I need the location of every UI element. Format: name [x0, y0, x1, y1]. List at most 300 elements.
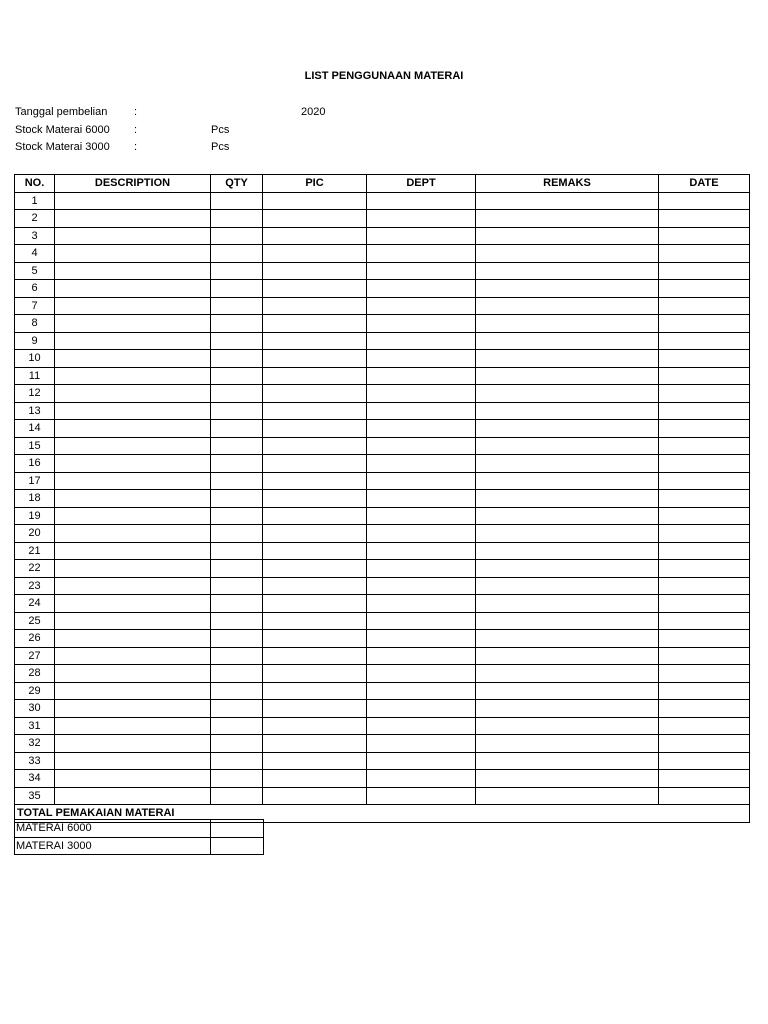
remaks-cell[interactable] — [476, 525, 659, 543]
materai-6000-label: MATERAI 6000 — [15, 820, 211, 838]
date-cell[interactable] — [659, 297, 750, 315]
row-number: 14 — [15, 420, 55, 438]
date-cell[interactable] — [659, 350, 750, 368]
remaks-cell[interactable] — [476, 332, 659, 350]
pic-cell[interactable] — [263, 455, 367, 473]
pic-cell[interactable] — [263, 560, 367, 578]
pic-cell[interactable] — [263, 490, 367, 508]
remaks-cell[interactable] — [476, 630, 659, 648]
date-cell[interactable] — [659, 455, 750, 473]
row-number: 7 — [15, 297, 55, 315]
qty-cell[interactable] — [211, 665, 263, 683]
description-cell[interactable] — [55, 437, 211, 455]
description-cell[interactable] — [55, 560, 211, 578]
description-cell[interactable] — [55, 647, 211, 665]
row-number: 19 — [15, 507, 55, 525]
table-body — [15, 192, 750, 805]
qty-cell[interactable] — [211, 192, 263, 210]
tanggal-pembelian-year: 2020 — [301, 106, 326, 118]
pic-cell[interactable] — [263, 192, 367, 210]
qty-cell[interactable] — [211, 315, 263, 333]
date-cell[interactable] — [659, 647, 750, 665]
pic-cell[interactable] — [263, 280, 367, 298]
description-cell[interactable] — [55, 542, 211, 560]
remaks-cell[interactable] — [476, 507, 659, 525]
qty-cell[interactable] — [211, 700, 263, 718]
remaks-cell[interactable] — [476, 262, 659, 280]
qty-cell[interactable] — [211, 612, 263, 630]
qty-cell[interactable] — [211, 717, 263, 735]
dept-cell[interactable] — [367, 787, 476, 805]
row-number: 35 — [15, 787, 55, 805]
header-pic: PIC — [263, 175, 367, 193]
description-cell[interactable] — [55, 315, 211, 333]
remaks-cell[interactable] — [476, 192, 659, 210]
date-cell[interactable] — [659, 280, 750, 298]
row-number: 6 — [15, 280, 55, 298]
qty-cell[interactable] — [211, 262, 263, 280]
row-number: 27 — [15, 647, 55, 665]
header-description: DESCRIPTION — [55, 175, 211, 193]
date-cell[interactable] — [659, 245, 750, 263]
table-row — [15, 630, 750, 648]
date-cell[interactable] — [659, 402, 750, 420]
table-row — [15, 525, 750, 543]
materai-6000-value-cell[interactable] — [211, 820, 264, 838]
row-number: 28 — [15, 665, 55, 683]
qty-cell[interactable] — [211, 630, 263, 648]
header-no: NO. — [15, 175, 55, 193]
qty-cell[interactable] — [211, 455, 263, 473]
table-row — [15, 682, 750, 700]
dept-cell[interactable] — [367, 210, 476, 228]
table-row — [15, 262, 750, 280]
table-row — [15, 665, 750, 683]
row-number: 33 — [15, 752, 55, 770]
dept-cell[interactable] — [367, 507, 476, 525]
pic-cell[interactable] — [263, 420, 367, 438]
remaks-cell[interactable] — [476, 735, 659, 753]
row-number: 13 — [15, 402, 55, 420]
row-number: 21 — [15, 542, 55, 560]
dept-cell[interactable] — [367, 752, 476, 770]
table-row — [15, 385, 750, 403]
table-row — [15, 420, 750, 438]
pic-cell[interactable] — [263, 227, 367, 245]
remaks-cell[interactable] — [476, 490, 659, 508]
remaks-cell[interactable] — [476, 227, 659, 245]
dept-cell[interactable] — [367, 437, 476, 455]
description-cell[interactable] — [55, 490, 211, 508]
dept-cell[interactable] — [367, 717, 476, 735]
qty-cell[interactable] — [211, 297, 263, 315]
dept-cell[interactable] — [367, 472, 476, 490]
date-cell[interactable] — [659, 700, 750, 718]
stock-3000-unit: Pcs — [211, 141, 230, 153]
description-cell[interactable] — [55, 507, 211, 525]
pic-cell[interactable] — [263, 402, 367, 420]
remaks-cell[interactable] — [476, 787, 659, 805]
date-cell[interactable] — [659, 595, 750, 613]
dept-cell[interactable] — [367, 682, 476, 700]
table-row — [15, 647, 750, 665]
row-number: 31 — [15, 717, 55, 735]
remaks-cell[interactable] — [476, 647, 659, 665]
total-label: TOTAL PEMAKAIAN MATERAI — [15, 805, 750, 823]
date-cell[interactable] — [659, 210, 750, 228]
dept-cell[interactable] — [367, 612, 476, 630]
dept-cell[interactable] — [367, 455, 476, 473]
qty-cell[interactable] — [211, 735, 263, 753]
description-cell[interactable] — [55, 402, 211, 420]
table-row — [15, 700, 750, 718]
description-cell[interactable] — [55, 717, 211, 735]
dept-cell[interactable] — [367, 525, 476, 543]
pic-cell[interactable] — [263, 297, 367, 315]
remaks-cell[interactable] — [476, 577, 659, 595]
pic-cell[interactable] — [263, 647, 367, 665]
qty-cell[interactable] — [211, 332, 263, 350]
remaks-cell[interactable] — [476, 385, 659, 403]
qty-cell[interactable] — [211, 682, 263, 700]
pic-cell[interactable] — [263, 210, 367, 228]
pic-cell[interactable] — [263, 752, 367, 770]
qty-cell[interactable] — [211, 577, 263, 595]
table-row — [15, 490, 750, 508]
row-number: 15 — [15, 437, 55, 455]
description-cell[interactable] — [55, 682, 211, 700]
qty-cell[interactable] — [211, 787, 263, 805]
description-cell[interactable] — [55, 385, 211, 403]
date-cell[interactable] — [659, 682, 750, 700]
pic-cell[interactable] — [263, 262, 367, 280]
dept-cell[interactable] — [367, 735, 476, 753]
date-cell[interactable] — [659, 665, 750, 683]
dept-cell[interactable] — [367, 402, 476, 420]
qty-cell[interactable] — [211, 210, 263, 228]
date-cell[interactable] — [659, 385, 750, 403]
stock-6000-unit: Pcs — [211, 124, 230, 136]
summary-row-materai-3000 — [15, 837, 264, 855]
dept-cell[interactable] — [367, 262, 476, 280]
table-row — [15, 455, 750, 473]
remaks-cell[interactable] — [476, 472, 659, 490]
pic-cell[interactable] — [263, 700, 367, 718]
table-row — [15, 280, 750, 298]
stock-3000-label: Stock Materai 3000 — [15, 141, 110, 153]
description-cell[interactable] — [55, 455, 211, 473]
qty-cell[interactable] — [211, 437, 263, 455]
dept-cell[interactable] — [367, 665, 476, 683]
table-row — [15, 367, 750, 385]
description-cell[interactable] — [55, 752, 211, 770]
table-row — [15, 577, 750, 595]
description-cell[interactable] — [55, 210, 211, 228]
remaks-cell[interactable] — [476, 770, 659, 788]
header-remaks: REMAKS — [476, 175, 659, 193]
row-number: 3 — [15, 227, 55, 245]
remaks-cell[interactable] — [476, 560, 659, 578]
dept-cell[interactable] — [367, 350, 476, 368]
description-cell[interactable] — [55, 297, 211, 315]
pic-cell[interactable] — [263, 472, 367, 490]
dept-cell[interactable] — [367, 700, 476, 718]
table-row — [15, 210, 750, 228]
date-cell[interactable] — [659, 420, 750, 438]
qty-cell[interactable] — [211, 752, 263, 770]
pic-cell[interactable] — [263, 577, 367, 595]
description-cell[interactable] — [55, 612, 211, 630]
row-number: 8 — [15, 315, 55, 333]
dept-cell[interactable] — [367, 577, 476, 595]
date-cell[interactable] — [659, 560, 750, 578]
date-cell[interactable] — [659, 612, 750, 630]
date-cell[interactable] — [659, 315, 750, 333]
date-cell[interactable] — [659, 490, 750, 508]
row-number: 23 — [15, 577, 55, 595]
qty-cell[interactable] — [211, 490, 263, 508]
date-cell[interactable] — [659, 472, 750, 490]
header-date: DATE — [659, 175, 750, 193]
description-cell[interactable] — [55, 735, 211, 753]
stock-3000-colon: : — [134, 141, 138, 153]
table-row — [15, 227, 750, 245]
dept-cell[interactable] — [367, 630, 476, 648]
table-row — [15, 192, 750, 210]
dept-cell[interactable] — [367, 297, 476, 315]
description-cell[interactable] — [55, 350, 211, 368]
row-number: 4 — [15, 245, 55, 263]
table-row — [15, 472, 750, 490]
remaks-cell[interactable] — [476, 350, 659, 368]
date-cell[interactable] — [659, 787, 750, 805]
pic-cell[interactable] — [263, 770, 367, 788]
dept-cell[interactable] — [367, 542, 476, 560]
description-cell[interactable] — [55, 525, 211, 543]
table-row — [15, 595, 750, 613]
table-row — [15, 542, 750, 560]
dept-cell[interactable] — [367, 647, 476, 665]
qty-cell[interactable] — [211, 507, 263, 525]
description-cell[interactable] — [55, 472, 211, 490]
row-number: 17 — [15, 472, 55, 490]
dept-cell[interactable] — [367, 315, 476, 333]
table-row — [15, 402, 750, 420]
remaks-cell[interactable] — [476, 700, 659, 718]
pic-cell[interactable] — [263, 507, 367, 525]
description-cell[interactable] — [55, 367, 211, 385]
remaks-cell[interactable] — [476, 280, 659, 298]
description-cell[interactable] — [55, 245, 211, 263]
table-row — [15, 507, 750, 525]
description-cell[interactable] — [55, 280, 211, 298]
date-cell[interactable] — [659, 770, 750, 788]
row-number: 34 — [15, 770, 55, 788]
qty-cell[interactable] — [211, 770, 263, 788]
description-cell[interactable] — [55, 700, 211, 718]
date-cell[interactable] — [659, 227, 750, 245]
dept-cell[interactable] — [367, 227, 476, 245]
row-number: 12 — [15, 385, 55, 403]
pic-cell[interactable] — [263, 735, 367, 753]
row-number: 2 — [15, 210, 55, 228]
qty-cell[interactable] — [211, 245, 263, 263]
pic-cell[interactable] — [263, 525, 367, 543]
dept-cell[interactable] — [367, 385, 476, 403]
dept-cell[interactable] — [367, 192, 476, 210]
pic-cell[interactable] — [263, 612, 367, 630]
pic-cell[interactable] — [263, 315, 367, 333]
remaks-cell[interactable] — [476, 455, 659, 473]
pic-cell[interactable] — [263, 665, 367, 683]
qty-cell[interactable] — [211, 280, 263, 298]
materai-3000-value-cell[interactable] — [211, 837, 264, 855]
dept-cell[interactable] — [367, 332, 476, 350]
dept-cell[interactable] — [367, 595, 476, 613]
dept-cell[interactable] — [367, 770, 476, 788]
pic-cell[interactable] — [263, 332, 367, 350]
qty-cell[interactable] — [211, 227, 263, 245]
qty-cell[interactable] — [211, 402, 263, 420]
materai-3000-label: MATERAI 3000 — [15, 837, 211, 855]
pic-cell[interactable] — [263, 595, 367, 613]
remaks-cell[interactable] — [476, 402, 659, 420]
description-cell[interactable] — [55, 787, 211, 805]
qty-cell[interactable] — [211, 595, 263, 613]
qty-cell[interactable] — [211, 525, 263, 543]
table-row — [15, 735, 750, 753]
page-title: LIST PENGGUNAAN MATERAI — [304, 70, 464, 82]
table-row — [15, 297, 750, 315]
table-header-row — [15, 175, 750, 193]
date-cell[interactable] — [659, 437, 750, 455]
stock-6000-colon: : — [134, 124, 138, 136]
row-number: 1 — [15, 192, 55, 210]
header-dept: DEPT — [367, 175, 476, 193]
date-cell[interactable] — [659, 717, 750, 735]
row-number: 9 — [15, 332, 55, 350]
description-cell[interactable] — [55, 192, 211, 210]
description-cell[interactable] — [55, 595, 211, 613]
table-row — [15, 612, 750, 630]
qty-cell[interactable] — [211, 542, 263, 560]
remaks-cell[interactable] — [476, 542, 659, 560]
stock-6000-label: Stock Materai 6000 — [15, 124, 110, 136]
remaks-cell[interactable] — [476, 367, 659, 385]
remaks-cell[interactable] — [476, 437, 659, 455]
qty-cell[interactable] — [211, 560, 263, 578]
row-number: 16 — [15, 455, 55, 473]
row-number: 25 — [15, 612, 55, 630]
date-cell[interactable] — [659, 262, 750, 280]
table-row — [15, 437, 750, 455]
remaks-cell[interactable] — [476, 245, 659, 263]
row-number: 32 — [15, 735, 55, 753]
remaks-cell[interactable] — [476, 595, 659, 613]
dept-cell[interactable] — [367, 280, 476, 298]
row-number: 24 — [15, 595, 55, 613]
pic-cell[interactable] — [263, 630, 367, 648]
description-cell[interactable] — [55, 770, 211, 788]
description-cell[interactable] — [55, 665, 211, 683]
date-cell[interactable] — [659, 542, 750, 560]
remaks-cell[interactable] — [476, 717, 659, 735]
row-number: 26 — [15, 630, 55, 648]
tanggal-pembelian-colon: : — [134, 106, 138, 118]
qty-cell[interactable] — [211, 647, 263, 665]
pic-cell[interactable] — [263, 367, 367, 385]
qty-cell[interactable] — [211, 420, 263, 438]
dept-cell[interactable] — [367, 490, 476, 508]
remaks-cell[interactable] — [476, 420, 659, 438]
row-number: 18 — [15, 490, 55, 508]
table-row — [15, 315, 750, 333]
description-cell[interactable] — [55, 630, 211, 648]
pic-cell[interactable] — [263, 245, 367, 263]
remaks-cell[interactable] — [476, 752, 659, 770]
qty-cell[interactable] — [211, 385, 263, 403]
pic-cell[interactable] — [263, 682, 367, 700]
pic-cell[interactable] — [263, 385, 367, 403]
description-cell[interactable] — [55, 227, 211, 245]
date-cell[interactable] — [659, 752, 750, 770]
description-cell[interactable] — [55, 577, 211, 595]
qty-cell[interactable] — [211, 350, 263, 368]
description-cell[interactable] — [55, 420, 211, 438]
date-cell[interactable] — [659, 192, 750, 210]
pic-cell[interactable] — [263, 717, 367, 735]
date-cell[interactable] — [659, 507, 750, 525]
row-number: 11 — [15, 367, 55, 385]
usage-table — [14, 174, 750, 823]
date-cell[interactable] — [659, 332, 750, 350]
date-cell[interactable] — [659, 735, 750, 753]
remaks-cell[interactable] — [476, 665, 659, 683]
qty-cell[interactable] — [211, 367, 263, 385]
date-cell[interactable] — [659, 367, 750, 385]
header-qty: QTY — [211, 175, 263, 193]
dept-cell[interactable] — [367, 245, 476, 263]
description-cell[interactable] — [55, 262, 211, 280]
remaks-cell[interactable] — [476, 297, 659, 315]
row-number: 10 — [15, 350, 55, 368]
pic-cell[interactable] — [263, 350, 367, 368]
date-cell[interactable] — [659, 525, 750, 543]
remaks-cell[interactable] — [476, 612, 659, 630]
row-number: 5 — [15, 262, 55, 280]
table-row — [15, 245, 750, 263]
summary-row-materai-6000 — [15, 820, 264, 838]
remaks-cell[interactable] — [476, 210, 659, 228]
pic-cell[interactable] — [263, 437, 367, 455]
date-cell[interactable] — [659, 630, 750, 648]
description-cell[interactable] — [55, 332, 211, 350]
row-number: 30 — [15, 700, 55, 718]
table-row — [15, 770, 750, 788]
qty-cell[interactable] — [211, 472, 263, 490]
table-row — [15, 560, 750, 578]
tanggal-pembelian-label: Tanggal pembelian — [15, 106, 108, 118]
remaks-cell[interactable] — [476, 315, 659, 333]
remaks-cell[interactable] — [476, 682, 659, 700]
table-row — [15, 787, 750, 805]
pic-cell[interactable] — [263, 787, 367, 805]
dept-cell[interactable] — [367, 560, 476, 578]
date-cell[interactable] — [659, 577, 750, 595]
dept-cell[interactable] — [367, 420, 476, 438]
pic-cell[interactable] — [263, 542, 367, 560]
dept-cell[interactable] — [367, 367, 476, 385]
